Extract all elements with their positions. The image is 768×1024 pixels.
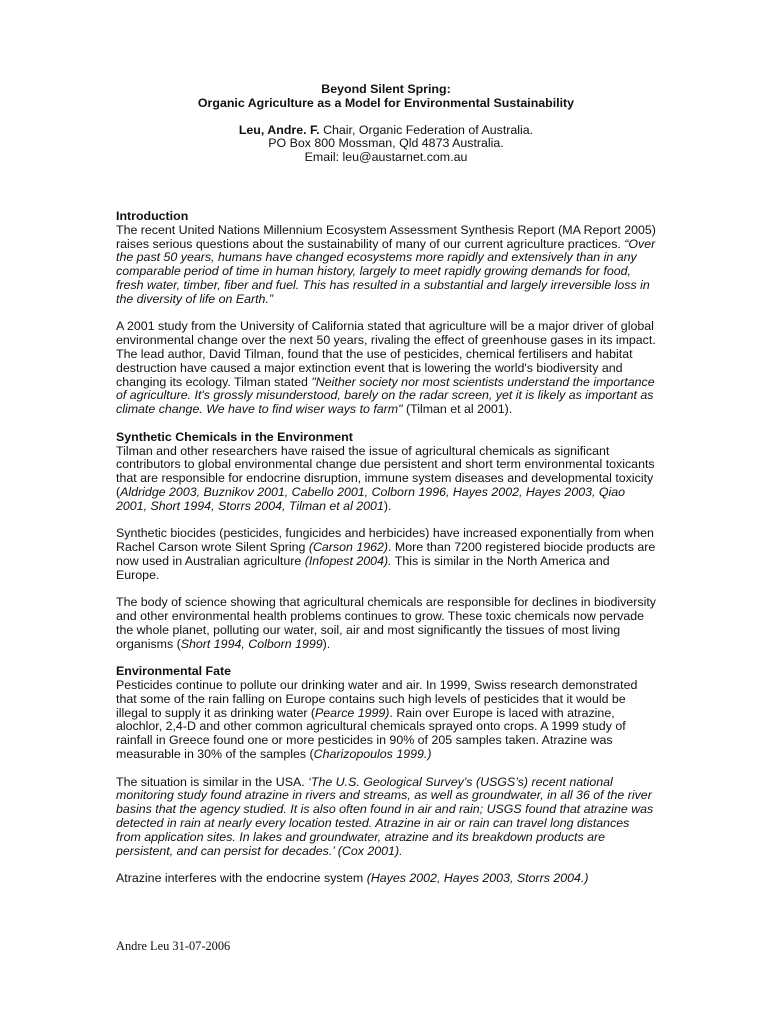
quote-text: ‘The U.S. Geological Survey’s (USGS’s) recent national monitoring study found atrazine in rivers and streams, as well as groundwater, in all 36 of the river basins that the agency studied. It is also often found in air and rain; USGS found that atrazine was detected in rain at nearly every location tested. Atrazine in air or rain can travel long distances from application sites. In lakes and groundwater, atrazine and its breakdown products are persistent, and can persist for decades.’ (Cox 2001).	[116, 774, 654, 858]
citation-text: Aldridge 2003, Buznikov 2001, Cabello 2001, Colborn 1996, Hayes 2002, Hayes 2003, Qiao 2001, Short 1994, Storrs 2004, Tilman et al 2001	[116, 484, 626, 513]
citation-text: Short 1994, Colborn 1999	[180, 636, 323, 651]
author-name: Leu, Andre. F.	[238, 122, 320, 137]
paragraph-text: This is similar in the North America and Europe.	[116, 553, 610, 582]
paragraph	[116, 872, 656, 886]
paragraph-text: The situation is similar in the USA.	[116, 774, 309, 789]
paragraph-text: Pesticides continue to pollute our drinking water and air. In 1999, Swiss research demonstrated that some of the rain falling on Europe contains such high levels of pesticides that it would be illegal to supply it as drinking water (	[116, 678, 638, 720]
citation-text: (Hayes 2002, Hayes 2003, Storrs 2004.)	[366, 871, 589, 886]
paragraph-text: ).	[383, 498, 392, 513]
section-environmental-fate	[116, 665, 656, 886]
citation-text: Pearce 1999)	[315, 705, 390, 720]
paragraph	[116, 224, 656, 307]
author-block	[116, 124, 656, 165]
quote-text: "Neither society nor most scientists understand the importance of agriculture. It's grossly misunderstood, barely on the radar screen, yet it is likely as important as climate change. We have to find wiser ways to farm"	[116, 374, 655, 417]
section-synthetic-chemicals	[116, 431, 656, 652]
document-body	[116, 83, 656, 886]
page-subtitle: Organic Agriculture as a Model for Environmental Sustainability	[197, 95, 575, 110]
section-introduction	[116, 210, 656, 417]
page-title: Beyond Silent Spring:	[321, 82, 451, 96]
author-role: Chair, Organic Federation of Australia.	[319, 122, 534, 137]
section-heading: Synthetic Chemicals in the Environment	[116, 429, 353, 444]
paragraph-text: A 2001 study from the University of California stated that agriculture will be a major driver of global environmental change over the next 50 years, rivaling the effect of greenhouse gases in its impact. The lead author, David Tilman, found that the use of pesticides, chemical fertilisers and habitat destruction have caused a major extinction event that is lowering the world's biodiversity and changing its ecology. Tilman stated	[116, 319, 656, 389]
citation-text: Charizopoulos 1999.)	[313, 747, 432, 762]
author-address: PO Box 800 Mossman, Qld 4873 Australia.	[268, 136, 504, 151]
section-heading: Introduction	[116, 208, 189, 223]
paragraph-text: Synthetic biocides (pesticides, fungicides and herbicides) have increased exponentially from when Rachel Carson wrote Silent Spring	[116, 526, 654, 555]
paragraph	[116, 320, 656, 417]
paragraph	[116, 527, 656, 582]
paragraph-text: ).	[322, 636, 331, 651]
title-block	[116, 83, 656, 111]
author-email: Email: leu@austarnet.com.au	[304, 150, 468, 165]
page-footer: Andre Leu 31-07-2006	[116, 939, 231, 953]
paragraph-text: Atrazine interferes with the endocrine system	[116, 871, 367, 886]
paragraph	[116, 776, 656, 859]
paragraph-text: Tilman and other researchers have raised the issue of agricultural chemicals as significant contributors to global environmental change due persistent and short term environmental toxicants that are responsible for endocrine disruption, immune system diseases and developmental toxicity (	[116, 443, 655, 499]
paragraph-text: The body of science showing that agricultural chemicals are responsible for declines in biodiversity and other environmental health problems continues to grow. These toxic chemicals now pervade the whole planet, polluting our water, soil, air and most significantly the tissues of most living organisms (	[116, 595, 656, 651]
citation-text: (Infopest 2004).	[304, 553, 392, 568]
paragraph	[116, 596, 656, 651]
paragraph-text: The recent United Nations Millennium Ecosystem Assessment Synthesis Report (MA Report 2005) raises serious questions about the sustainability of many of our current agriculture practices.	[116, 222, 656, 251]
author-line	[116, 124, 656, 138]
paragraph-text: . Rain over Europe is laced with atrazine, alochlor, 2,4-D and other common agricultural chemicals sprayed onto crops. A 1999 study of rainfall in Greece found one or more pesticides in 90% of 205 samples taken. Atrazine was measurable in 30% of the samples (	[116, 705, 626, 762]
section-heading: Environmental Fate	[116, 664, 231, 679]
paragraph	[116, 445, 656, 514]
quote-text: “Over the past 50 years, humans have changed ecosystems more rapidly and extensively than in any comparable period of time in human history, largely to meet rapidly growing demands for food, fresh water, timber, fiber and fuel. This has resulted in a substantial and largely irreversible loss in the diversity of life on Earth.”	[116, 236, 656, 306]
citation-text: (Carson 1962)	[308, 540, 389, 555]
paragraph	[116, 679, 656, 762]
citation-text: (Tilman et al 2001).	[402, 402, 513, 417]
paragraph-text: . More than 7200 registered biocide products are now used in Australian agriculture	[116, 540, 656, 568]
